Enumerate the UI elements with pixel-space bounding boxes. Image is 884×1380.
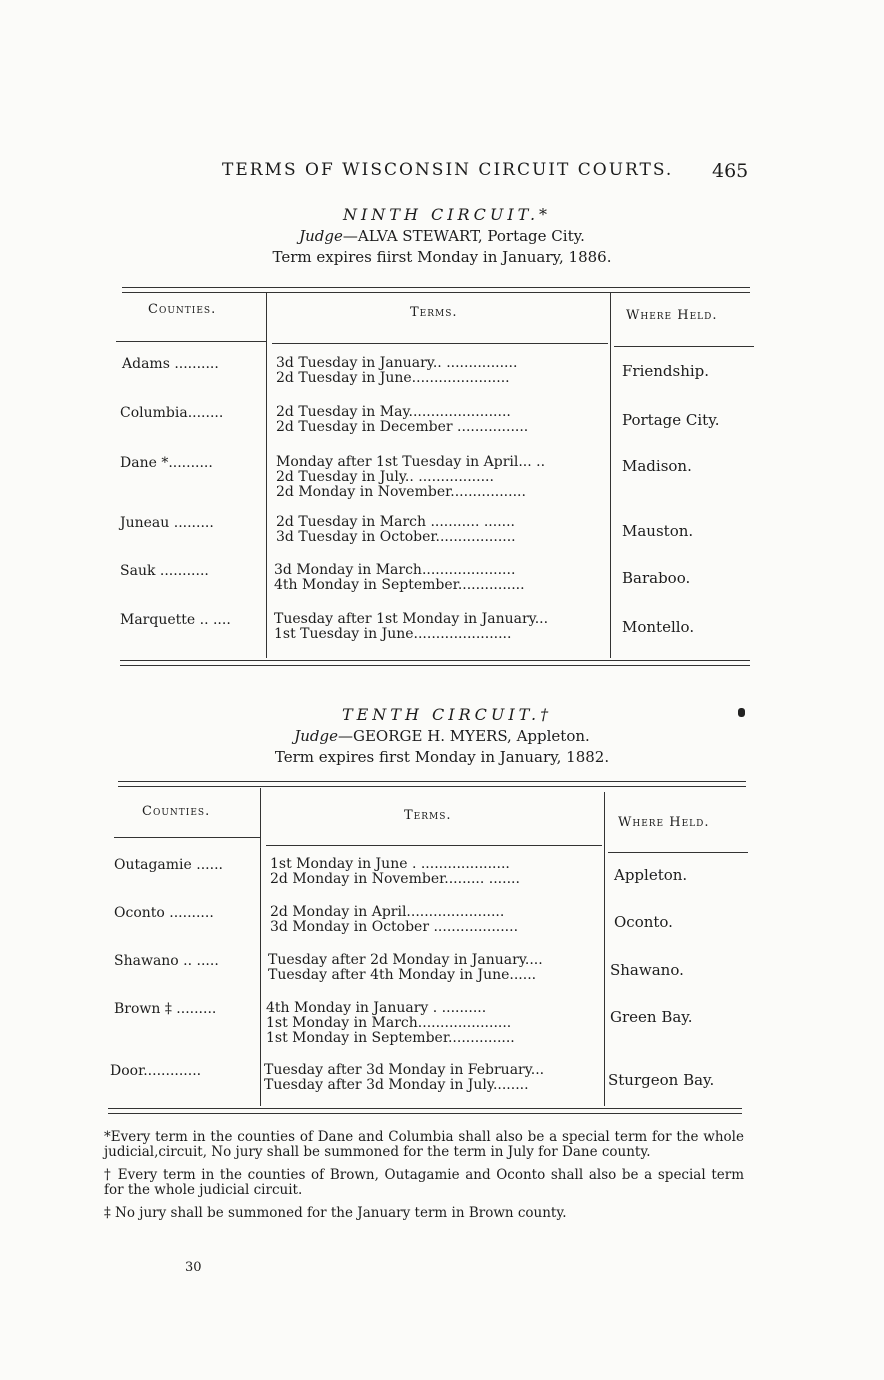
where-held: Shawano. xyxy=(610,961,684,979)
footnote: † Every term in the counties of Brown, Outagamie and Oconto shall also be a special term for the whole judicial circuit. xyxy=(104,1167,744,1198)
term-line: Tuesday after 4th Monday in June...... xyxy=(268,968,537,983)
term-line: 4th Monday in September............... xyxy=(274,578,525,593)
term-line: Tuesday after 3d Monday in July........ xyxy=(264,1078,529,1093)
term-line: 3d Tuesday in January.. ................ xyxy=(276,356,518,371)
term-line: 1st Monday in March..................... xyxy=(266,1016,512,1031)
judge-label: Judge xyxy=(294,727,338,745)
county-name: Adams .......... xyxy=(122,356,219,372)
where-held: Friendship. xyxy=(622,362,710,380)
judge-name: —ALVA STEWART, Portage City. xyxy=(342,227,585,245)
where-held-header: Where Held. xyxy=(626,308,718,323)
header-rule xyxy=(608,852,748,853)
table-top-rule xyxy=(118,781,746,787)
term-line: Tuesday after 1st Monday in January... xyxy=(274,612,549,627)
term-line: Monday after 1st Tuesday in April... .. xyxy=(276,455,546,470)
term-dates xyxy=(274,563,606,593)
term-line: 2d Tuesday in July.. ................. xyxy=(276,470,494,485)
footnotes xyxy=(104,1130,744,1229)
term-line: 4th Monday in January . .......... xyxy=(266,1001,487,1016)
county-name: Outagamie ...... xyxy=(114,857,223,873)
counties-header: Counties. xyxy=(142,804,211,819)
page-number: 465 xyxy=(712,160,749,182)
where-held: Mauston. xyxy=(622,522,694,540)
header-rule xyxy=(272,343,608,344)
tenth-circuit-judge xyxy=(0,727,884,745)
judge-name: —GEORGE H. MYERS, Appleton. xyxy=(337,727,590,745)
county-name: Juneau ......... xyxy=(120,515,214,531)
term-line: 3d Tuesday in October.................. xyxy=(276,530,516,545)
term-dates xyxy=(270,905,600,935)
term-dates xyxy=(264,1063,600,1093)
where-held: Portage City. xyxy=(622,411,720,429)
term-dates xyxy=(270,857,600,887)
where-held: Madison. xyxy=(622,457,692,475)
county-name: Sauk ........... xyxy=(120,563,209,579)
tenth-circuit-term-expires: Term expires first Monday in January, 1882. xyxy=(274,748,610,766)
term-line: Tuesday after 2d Monday in January.... xyxy=(268,953,543,968)
where-held: Green Bay. xyxy=(610,1008,693,1026)
term-line: 2d Monday in November......... ....... xyxy=(270,872,520,887)
column-divider xyxy=(610,292,611,658)
header-rule xyxy=(614,346,754,347)
table-bottom-rule xyxy=(108,1108,742,1114)
footnote: *Every term in the counties of Dane and Columbia shall also be a special term for the whole judicial,circuit, No jury shall be summoned for the term in July for Dane county. xyxy=(104,1129,744,1160)
term-dates xyxy=(268,953,600,983)
signature-mark: 30 xyxy=(185,1260,202,1275)
term-line: 2d Tuesday in March ........... ....... xyxy=(276,515,515,530)
term-line: 2d Tuesday in December ................ xyxy=(276,420,529,435)
where-held: Montello. xyxy=(622,618,695,636)
county-name: Dane *.......... xyxy=(120,455,213,471)
where-held: Baraboo. xyxy=(622,569,691,587)
ninth-circuit-title: NINTH CIRCUIT.* xyxy=(342,205,552,224)
counties-header: Counties. xyxy=(148,302,217,317)
term-dates xyxy=(274,612,606,642)
term-line: 1st Monday in September............... xyxy=(266,1031,515,1046)
footnote: ‡ No jury shall be summoned for the January term in Brown county. xyxy=(104,1205,567,1221)
table-bottom-rule xyxy=(120,660,750,666)
header-rule xyxy=(266,845,602,846)
tenth-circuit-heading xyxy=(0,705,884,766)
where-held: Appleton. xyxy=(614,866,688,884)
where-held: Sturgeon Bay. xyxy=(608,1071,715,1089)
column-divider xyxy=(260,788,261,1106)
ninth-circuit-heading xyxy=(0,205,884,266)
term-line: 1st Monday in June . .................... xyxy=(270,857,510,872)
header-rule xyxy=(114,837,260,838)
term-line: 1st Tuesday in June...................... xyxy=(274,627,512,642)
term-dates xyxy=(276,356,606,386)
terms-header: Terms. xyxy=(410,305,458,320)
county-name: Door............. xyxy=(110,1063,202,1079)
term-dates xyxy=(276,515,606,545)
term-line: 3d Monday in March..................... xyxy=(274,563,516,578)
column-divider xyxy=(604,792,605,1106)
column-divider xyxy=(266,292,267,658)
ninth-circuit-term-expires: Term expires fiirst Monday in January, 1886. xyxy=(272,248,612,266)
term-line: 3d Monday in October ................... xyxy=(270,920,519,935)
county-name: Oconto .......... xyxy=(114,905,214,921)
term-dates xyxy=(266,1001,600,1046)
ink-mark-icon xyxy=(738,708,745,717)
tenth-circuit-title: TENTH CIRCUIT.† xyxy=(341,705,553,724)
term-line: 2d Monday in April...................... xyxy=(270,905,505,920)
where-held: Oconto. xyxy=(614,913,673,931)
where-held-header: Where Held. xyxy=(618,815,710,830)
page-title: TERMS OF WISCONSIN CIRCUIT COURTS. xyxy=(222,160,674,180)
term-dates xyxy=(276,405,606,435)
terms-header: Terms. xyxy=(404,808,452,823)
county-name: Marquette .. .... xyxy=(120,612,231,628)
table-top-rule xyxy=(122,287,750,293)
header-rule xyxy=(116,341,266,342)
county-name: Shawano .. ..... xyxy=(114,953,219,969)
term-line: Tuesday after 3d Monday in February... xyxy=(264,1063,545,1078)
term-line: 2d Tuesday in May....................... xyxy=(276,405,511,420)
judge-label: Judge xyxy=(299,227,343,245)
term-dates xyxy=(276,455,606,500)
county-name: Brown ‡ ......... xyxy=(114,1001,217,1017)
term-line: 2d Tuesday in June...................... xyxy=(276,371,510,386)
county-name: Columbia........ xyxy=(120,405,224,421)
ninth-circuit-judge xyxy=(0,227,884,245)
term-line: 2d Monday in November................. xyxy=(276,485,526,500)
